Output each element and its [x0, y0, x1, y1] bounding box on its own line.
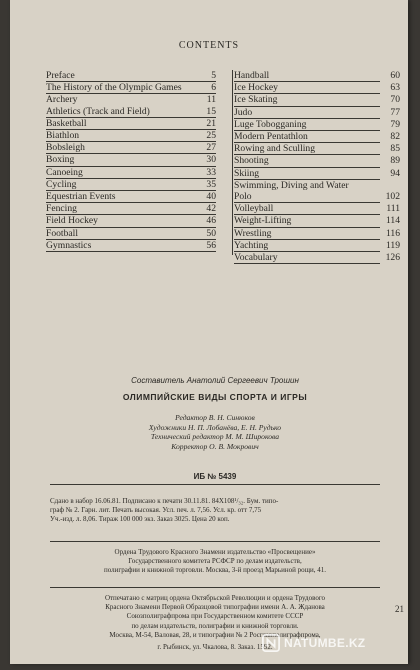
- book-title: ОЛИМПИЙСКИЕ ВИДЫ СПОРТА И ИГРЫ: [122, 392, 308, 402]
- toc-entry-page: 21: [206, 117, 216, 129]
- toc-entry-label: Swimming, Diving and Water Polo: [234, 179, 349, 203]
- toc-entry-page: 85: [390, 143, 400, 155]
- toc-entry-page: 27: [206, 142, 216, 154]
- watermark: [262, 632, 382, 654]
- toc-entry-label: Boxing: [46, 154, 75, 166]
- printing-city: г. Рыбинск, ул. Чкалова, 8. Заказ. 1592.: [157, 643, 273, 651]
- toc-entry-page: 70: [390, 94, 400, 106]
- toc-entry-label: Canoeing: [46, 166, 83, 178]
- toc-entry-page: 42: [206, 203, 216, 215]
- toc-entry: [234, 179, 400, 203]
- ib-number: ИБ № 5439: [193, 472, 237, 481]
- toc-entry: [234, 215, 400, 227]
- toc-entry-label: Field Hockey: [46, 215, 98, 227]
- toc-entry-page: 102: [385, 191, 400, 203]
- toc-entry: [234, 203, 400, 215]
- toc-entry: [46, 118, 216, 130]
- toc-entry-label: Basketball: [46, 117, 87, 129]
- toc-entry-page: 63: [390, 82, 400, 94]
- toc-entry-label: Fencing: [46, 203, 77, 215]
- toc-entry-page: 119: [385, 239, 400, 251]
- toc-entry: [234, 252, 400, 264]
- credit-tech-editor: Технический редактор М. М. Широкова: [150, 432, 280, 442]
- toc-entry: [46, 94, 216, 105]
- toc-entry-page: 111: [386, 203, 400, 215]
- toc-entry-page: 82: [390, 131, 400, 143]
- toc-entry-page: 89: [390, 155, 400, 167]
- page-number: 21: [395, 604, 404, 614]
- toc-entry: [234, 82, 400, 94]
- toc-entry-label: Handball: [234, 70, 270, 81]
- toc-column-divider: [232, 70, 233, 255]
- toc-entry-label: Luge Tobogganing: [234, 118, 307, 130]
- imprint-line: Сдано в набор 16.06.81. Подписано к печати 30.11.81. 84Х108¹/₃₂. Бум. типо-: [50, 497, 279, 505]
- toc-entry-label: Equestrian Events: [46, 191, 116, 203]
- toc-entry-label: Skiing: [234, 167, 260, 179]
- toc-entry: [46, 215, 216, 227]
- toc-entry-page: 25: [206, 130, 216, 142]
- publisher-line: Ордена Трудового Красного Знамени издательство «Просвещение»: [114, 548, 316, 556]
- imprint-line: граф № 2. Гарн. лит. Печать высокая. Усл. печ. л. 7,56. Усл. кр. отт 7,75: [50, 506, 262, 515]
- toc-entry-label: Gymnastics: [46, 239, 92, 251]
- toc-entry-page: 126: [385, 252, 400, 264]
- toc-entry-page: 56: [206, 239, 216, 251]
- compiler-line: Составитель Анатолий Сергеевич Трошин: [131, 376, 299, 385]
- toc-entry: [234, 143, 400, 155]
- contents-title: CONTENTS: [178, 40, 240, 51]
- toc-entry-page: 94: [390, 167, 400, 179]
- toc-entry-label: Judo: [234, 106, 253, 118]
- watermark-text: NATUMBE.KZ: [284, 636, 366, 650]
- toc-entry: [234, 239, 400, 252]
- toc-entry-page: 40: [206, 191, 216, 203]
- toc-entry-page: 114: [385, 215, 400, 227]
- toc-entry: [234, 70, 400, 82]
- credit-editor: Редактор В. Н. Синюков: [175, 413, 255, 422]
- toc-entry-label: The History of the Olympic Games: [46, 82, 182, 94]
- toc-entry: [234, 131, 400, 143]
- toc-entry-label: Archery: [46, 94, 78, 106]
- toc-entry-label: Cycling: [46, 178, 77, 190]
- toc-entry: [234, 106, 400, 119]
- toc-entry: [46, 70, 216, 82]
- credits-block: [50, 413, 380, 451]
- toc-entry-label: Shooting: [234, 155, 269, 167]
- toc-entry: [234, 167, 400, 180]
- toc-entry: [234, 155, 400, 167]
- toc-entry: [46, 130, 216, 142]
- toc-entry-page: 15: [206, 105, 216, 117]
- toc-entry: [234, 94, 400, 106]
- toc-entry-page: 46: [206, 215, 216, 227]
- toc-entry-label: Football: [46, 227, 78, 239]
- toc-entry-page: 77: [390, 106, 400, 118]
- toc-entry-label: Weight-Lifting: [234, 215, 292, 227]
- toc-entry-label: Bobsleigh: [46, 142, 85, 154]
- toc-entry: [46, 82, 216, 94]
- toc-entry-label: Yachting: [234, 239, 269, 251]
- divider-top: [50, 484, 380, 485]
- publisher-line: Государственного комитета РСФСР по делам издательств,: [128, 557, 302, 566]
- publisher-block: [50, 548, 380, 576]
- toc-entry: [46, 228, 216, 240]
- credit-artists: Художники Н. П. Лобанёва, Е. Н. Рудько: [148, 422, 282, 432]
- toc-entry: [46, 203, 216, 215]
- toc-entry: [46, 106, 216, 118]
- printing-line: Москва, М-54, Валовая, 28, и типографии № 2 Росглавполиграфпрома,: [109, 630, 321, 639]
- watermark-logo-icon: [262, 634, 280, 652]
- printing-line: Союзполиграфпрома при Государственном комитете СССР: [126, 612, 304, 621]
- toc-entry: [234, 118, 400, 131]
- toc-right-column: [234, 70, 400, 264]
- publisher-line: полиграфии и книжной торговли. Москва, 3-й проезд Марьиной рощи, 41.: [104, 566, 326, 575]
- book-page: [10, 0, 408, 664]
- toc-entry-label: Athletics (Track and Field): [46, 105, 150, 117]
- toc-entry-page: 35: [206, 178, 216, 190]
- toc-entry: [46, 240, 216, 252]
- toc-entry-label: Rowing and Sculling: [234, 143, 316, 155]
- toc-entry: [46, 154, 216, 166]
- printing-line: по делам издательств, полиграфии и книжной торговли.: [131, 621, 299, 630]
- toc-entry: [46, 167, 216, 179]
- toc-entry-page: 5: [211, 70, 216, 81]
- printing-line: Красного Знамени Первой Образцовой типографии имени А. А. Жданова: [105, 603, 325, 612]
- toc-entry-label: Vocabulary: [234, 252, 278, 264]
- divider-middle: [50, 541, 380, 542]
- toc-entry: [46, 191, 216, 203]
- toc-left-column: [46, 70, 216, 252]
- imprint-block: [50, 497, 380, 525]
- toc-entry-label: Modern Pentathlon: [234, 131, 308, 143]
- divider-bottom: [50, 587, 380, 588]
- toc-entry-page: 30: [206, 154, 216, 166]
- imprint-line: Уч.-изд. л. 8,06. Тираж 100 000 экз. Заказ 3025. Цена 20 коп.: [50, 515, 230, 524]
- printing-line: Отпечатано с матриц ордена Октябрьской Революции и ордена Трудового: [104, 594, 326, 602]
- toc-entry-label: Ice Skating: [234, 94, 278, 106]
- toc-entry: [46, 179, 216, 191]
- toc-entry: [234, 227, 400, 240]
- toc-entry-page: 11: [206, 94, 216, 106]
- toc-entry-page: 79: [390, 118, 400, 130]
- toc-entry-page: 50: [206, 227, 216, 239]
- toc-entry-label: Preface: [46, 70, 75, 81]
- toc-entry-label: Volleyball: [234, 203, 274, 215]
- toc-entry: [46, 142, 216, 154]
- toc-entry-label: Wrestling: [234, 227, 272, 239]
- toc-entry-page: 116: [385, 227, 400, 239]
- toc-entry-label: Ice Hockey: [234, 82, 278, 94]
- toc-entry-page: 60: [390, 70, 400, 81]
- toc-entry-page: 33: [206, 166, 216, 178]
- toc-entry-page: 6: [211, 82, 216, 94]
- credit-proofreader: Корректор О. В. Мокрович: [171, 441, 259, 451]
- toc-entry-label: Biathlon: [46, 130, 80, 142]
